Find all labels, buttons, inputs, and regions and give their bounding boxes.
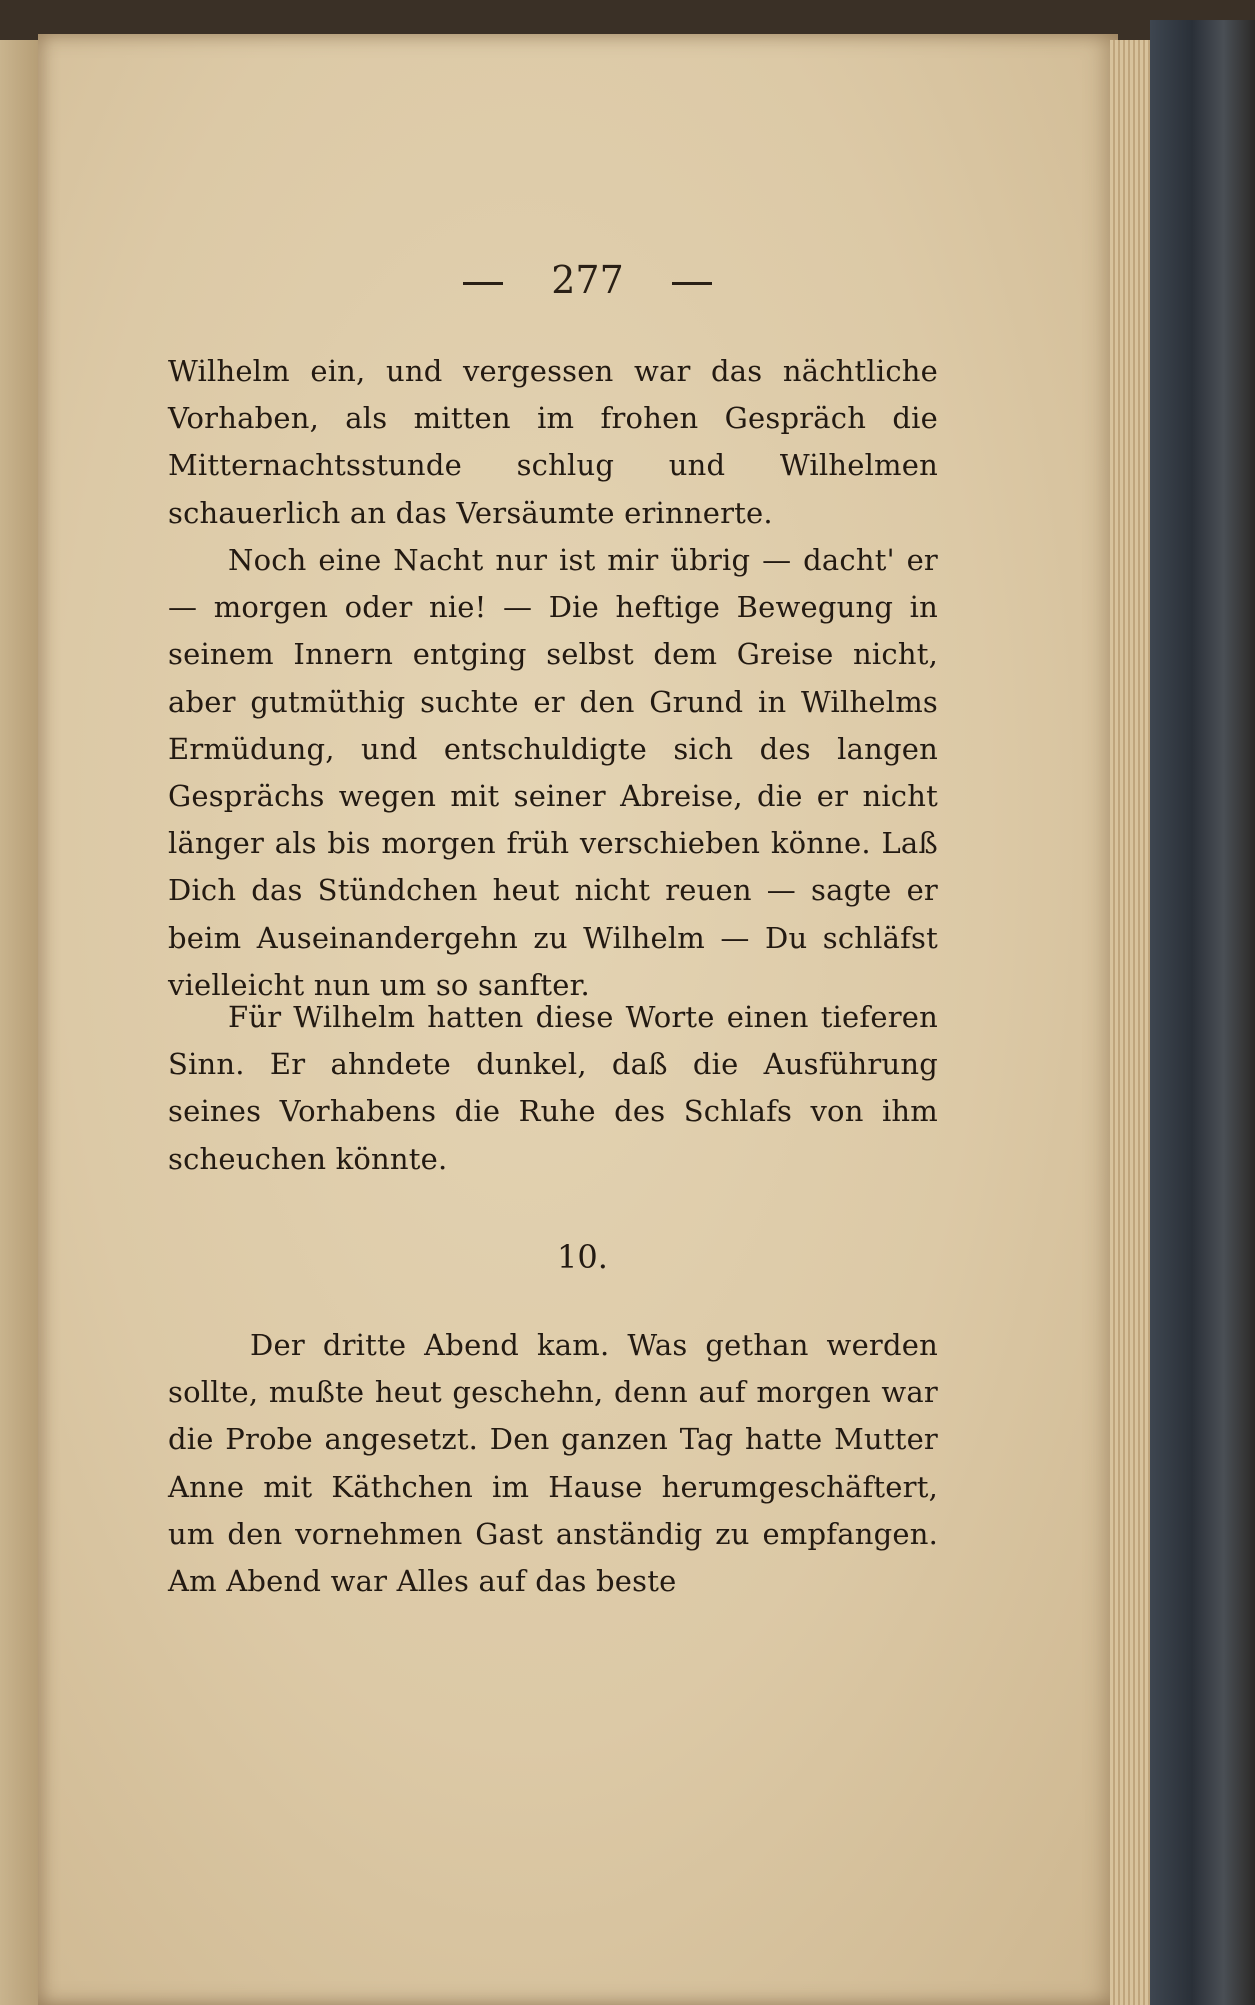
paragraph-3: Für Wilhelm hatten diese Worte einen tieferen Sinn. Er ahndete dunkel, daß die Ausführung seines Vorhabens die Ruhe des Schlafs von ihm scheuchen könnte. [168, 1000, 938, 1176]
book-cover [1150, 20, 1255, 2005]
header-dash-right [672, 282, 712, 285]
facing-page-edge [0, 40, 42, 2005]
paragraph-2: Noch eine Nacht nur ist mir übrig — dacht' er — morgen oder nie! — Die heftige Bewegung in seinem Innern entging selbst dem Greise nicht, aber gutmüthig suchte er den Grund in Wilhelms Ermüdung, und entschuldigte sich des langen Gesprächs wegen mit seiner Abreise, die er nicht länger als bis morgen früh verschieben könne. Laß Dich das Stündchen heut nicht reuen — sagte er beim Auseinandergehn zu Wilhelm — Du schläfst vielleicht nun um so sanfter. [168, 543, 938, 1002]
page-edge-stack [1110, 40, 1150, 2005]
paragraph-1: Wilhelm ein, und vergessen war das nächtliche Vorhaben, als mitten im frohen Gespräch die Mitternachtsstunde schlug und Wilhelmen schauerlich an das Versäumte erinnerte. [168, 354, 938, 530]
header-dash-left [463, 282, 503, 285]
chapter-heading: 10. [557, 1238, 608, 1276]
page-number: 277 [551, 258, 624, 302]
page-header [0, 258, 1255, 302]
chapter-paragraph: Der dritte Abend kam. Was gethan werden sollte, mußte heut geschehn, denn auf morgen war die Probe angesetzt. Den ganzen Tag hatte Mutter Anne mit Käthchen im Hause herumgeschäftert, um den vornehmen Gast anständig zu empfangen. Am Abend war Alles auf das beste [168, 1328, 938, 1599]
